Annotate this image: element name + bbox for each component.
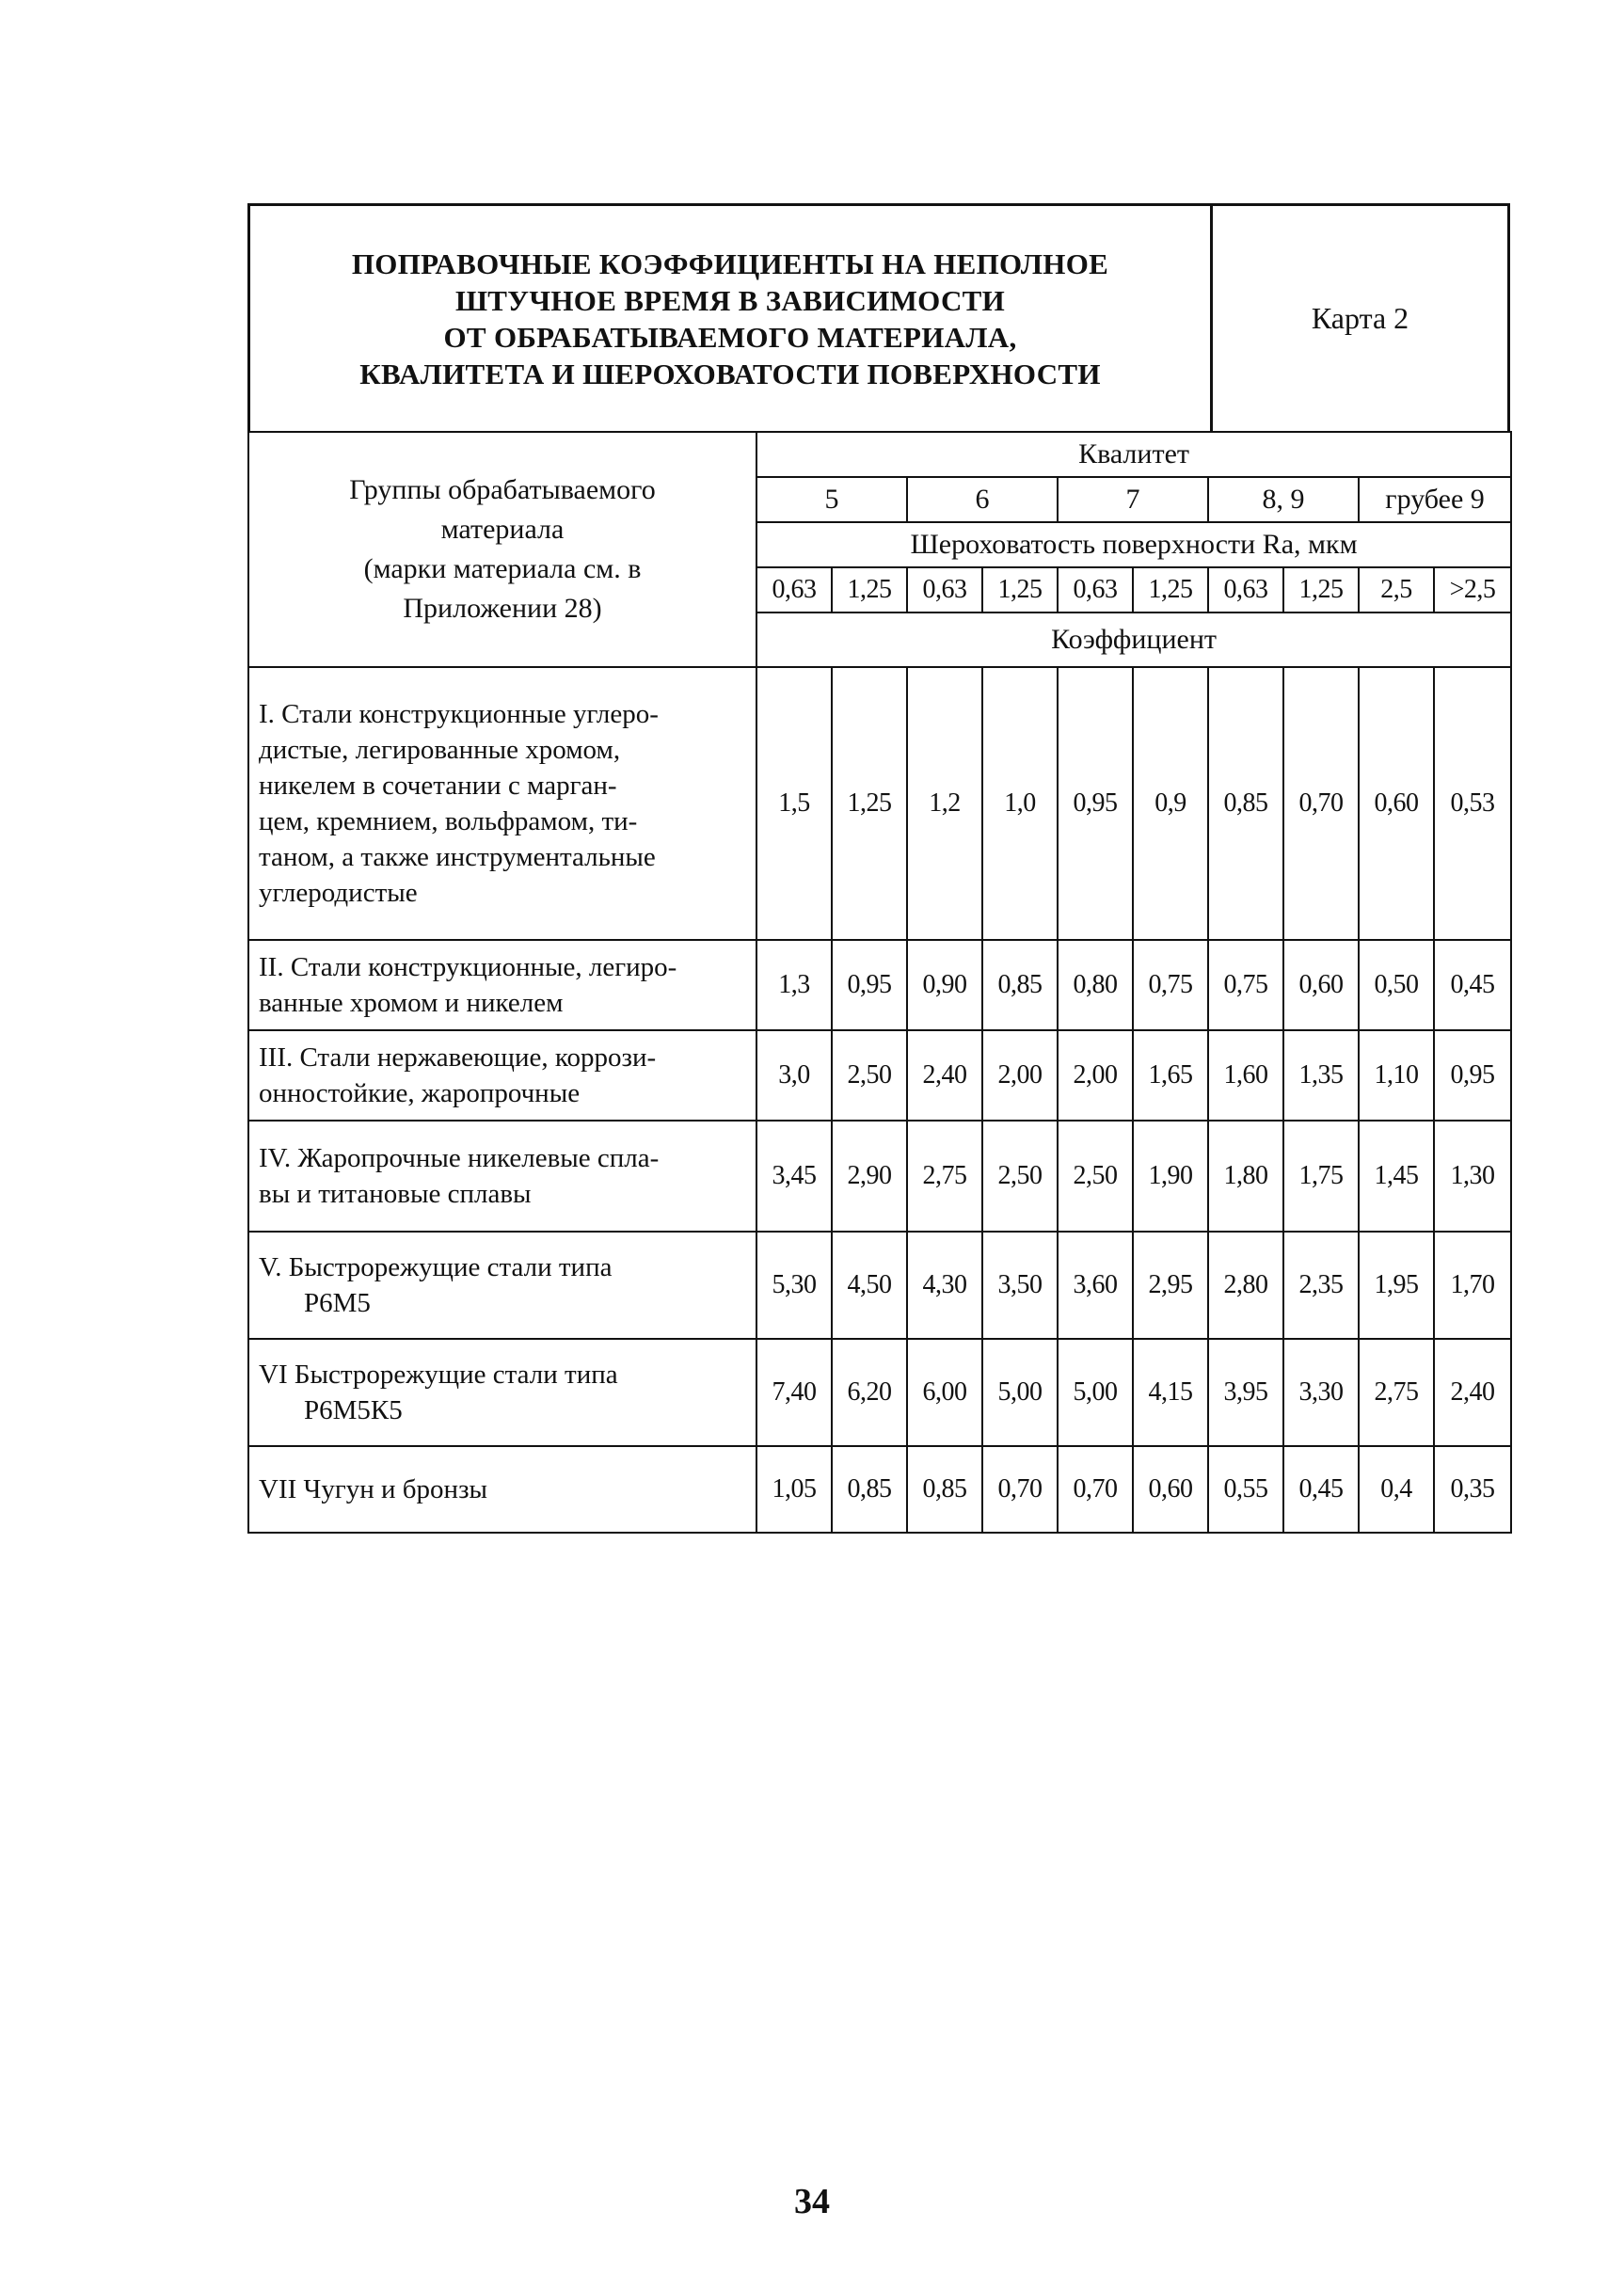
group-line: цем, кремнием, вольфрамом, ти- [259,806,638,836]
coefficient-cell: 0,85 [982,940,1058,1030]
kvalitet-value: 6 [907,477,1058,522]
kvalitet-label: Квалитет [756,432,1511,477]
coefficient-cell: 4,15 [1133,1339,1208,1446]
coefficient-cell: 1,65 [1133,1030,1208,1121]
coefficient-cell: 2,95 [1133,1232,1208,1339]
coefficient-cell: 6,00 [907,1339,982,1446]
coefficient-cell: 0,85 [832,1446,907,1533]
coefficient-cell: 0,60 [1359,667,1434,940]
group-line: I. Стали конструкционные углеро- [259,699,659,729]
group-line: ванные хромом и никелем [259,988,564,1018]
kvalitet-value: 8, 9 [1208,477,1359,522]
coefficient-cell: 1,05 [756,1446,832,1533]
coefficient-cell: 4,50 [832,1232,907,1339]
page-number: 34 [794,2182,830,2221]
coefficient-cell: 0,85 [907,1446,982,1533]
group-line: Р6М5К5 [304,1395,403,1425]
coefficient-cell: 2,80 [1208,1232,1283,1339]
title-line: ШТУЧНОЕ ВРЕМЯ В ЗАВИСИМОСТИ [454,283,1006,317]
coefficient-cell: 2,35 [1283,1232,1359,1339]
coefficient-cell: 0,60 [1283,940,1359,1030]
coefficient-cell: 1,25 [832,667,907,940]
group-header-line: (марки материала см. в [363,553,642,584]
coefficient-cell: 0,95 [1058,667,1133,940]
group-header-line: Группы обрабатываемого [349,474,656,505]
kvalitet-value: 7 [1058,477,1208,522]
roughness-value: 0,63 [1058,567,1133,612]
coefficient-cell: 2,75 [1359,1339,1434,1446]
coefficient-cell: 3,50 [982,1232,1058,1339]
coefficient-cell: 0,50 [1359,940,1434,1030]
coefficient-cell: 0,70 [1058,1446,1133,1533]
coefficient-cell: 2,40 [1434,1339,1511,1446]
coefficient-cell: 7,40 [756,1339,832,1446]
title-line: ПОПРАВОЧНЫЕ КОЭФФИЦИЕНТЫ НА НЕПОЛНОЕ [351,247,1109,280]
coefficient-cell: 3,0 [756,1030,832,1121]
group-line: углеродистые [259,878,418,908]
roughness-value: 0,63 [907,567,982,612]
roughness-label: Шероховатость поверхности Ra, мкм [756,522,1511,567]
card-header [247,203,1510,431]
group-line: дистые, легированные хромом, [259,735,621,765]
coefficient-cell: 0,95 [832,940,907,1030]
coefficient-cell: 0,35 [1434,1446,1511,1533]
coefficient-cell: 2,90 [832,1121,907,1232]
coefficient-cell: 2,40 [907,1030,982,1121]
coefficient-cell: 0,75 [1133,940,1208,1030]
coefficient-cell: 3,60 [1058,1232,1133,1339]
roughness-value: 0,63 [756,567,832,612]
table-row [248,667,1511,940]
group-line: VI Быстрорежущие стали типа [259,1360,618,1390]
group-line: IV. Жаропрочные никелевые спла- [259,1143,660,1173]
roughness-value: >2,5 [1434,567,1511,612]
material-group [248,667,756,940]
table-row [248,1121,1511,1232]
group-line: онностойкие, жаропрочные [259,1078,581,1108]
document-title [250,206,1213,431]
coefficient-cell: 2,50 [982,1121,1058,1232]
material-group [248,1030,756,1121]
group-line: вы и титановые сплавы [259,1179,532,1209]
group-line: V. Быстрорежущие стали типа [259,1252,613,1282]
coefficient-label: Коэффициент [756,612,1511,667]
coefficient-cell: 5,00 [982,1339,1058,1446]
coefficient-cell: 2,00 [1058,1030,1133,1121]
coefficient-cell: 1,5 [756,667,832,940]
coefficient-cell: 5,00 [1058,1339,1133,1446]
roughness-value: 1,25 [982,567,1058,612]
coefficient-cell: 3,45 [756,1121,832,1232]
roughness-value: 1,25 [832,567,907,612]
coefficient-cell: 0,85 [1208,667,1283,940]
coefficient-table [247,431,1512,1534]
coefficient-cell: 1,3 [756,940,832,1030]
coefficient-cell: 2,50 [1058,1121,1133,1232]
coefficient-cell: 1,35 [1283,1030,1359,1121]
table-row [248,1339,1511,1446]
coefficient-cell: 0,70 [1283,667,1359,940]
coefficient-cell: 1,60 [1208,1030,1283,1121]
roughness-value: 1,25 [1133,567,1208,612]
coefficient-cell: 0,60 [1133,1446,1208,1533]
coefficient-cell: 0,53 [1434,667,1511,940]
coefficient-cell: 1,95 [1359,1232,1434,1339]
coefficient-cell: 1,80 [1208,1121,1283,1232]
group-header-line: Приложении 28) [403,593,602,624]
kvalitet-value: 5 [756,477,907,522]
coefficient-cell: 0,55 [1208,1446,1283,1533]
group-line: таном, а также инструментальные [259,842,656,872]
group-line: Р6М5 [304,1288,371,1318]
material-group [248,1121,756,1232]
coefficient-cell: 3,95 [1208,1339,1283,1446]
coefficient-cell: 0,45 [1283,1446,1359,1533]
table-row [248,940,1511,1030]
roughness-value: 2,5 [1359,567,1434,612]
coefficient-cell: 0,95 [1434,1030,1511,1121]
coefficient-cell: 4,30 [907,1232,982,1339]
material-group [248,1339,756,1446]
coefficient-cell: 1,0 [982,667,1058,940]
coefficient-cell: 1,30 [1434,1121,1511,1232]
material-group [248,1232,756,1339]
coefficient-cell: 1,75 [1283,1121,1359,1232]
table-row [248,1232,1511,1339]
roughness-value: 1,25 [1283,567,1359,612]
material-group [248,1446,756,1533]
coefficient-cell: 1,90 [1133,1121,1208,1232]
card-number: Карта 2 [1311,301,1409,335]
coefficient-cell: 0,75 [1208,940,1283,1030]
material-group [248,940,756,1030]
roughness-value: 0,63 [1208,567,1283,612]
coefficient-cell: 1,70 [1434,1232,1511,1339]
coefficient-cell: 0,45 [1434,940,1511,1030]
group-line: VII Чугун и бронзы [259,1474,488,1504]
coefficient-cell: 0,9 [1133,667,1208,940]
coefficient-cell: 2,75 [907,1121,982,1232]
coefficient-cell: 3,30 [1283,1339,1359,1446]
table-row [248,1030,1511,1121]
coefficient-cell: 5,30 [756,1232,832,1339]
table-row [248,1446,1511,1533]
coefficient-cell: 0,70 [982,1446,1058,1533]
group-column-header [248,432,756,667]
group-line: II. Стали конструкционные, легиро- [259,952,677,982]
kvalitet-value: грубее 9 [1359,477,1511,522]
group-line: никелем в сочетании с марган- [259,771,617,801]
coefficient-cell: 0,80 [1058,940,1133,1030]
title-line: КВАЛИТЕТА И ШЕРОХОВАТОСТИ ПОВЕРХНОСТИ [359,357,1101,390]
group-header-line: материала [440,514,565,545]
coefficient-cell: 2,00 [982,1030,1058,1121]
coefficient-cell: 6,20 [832,1339,907,1446]
coefficient-cell: 1,45 [1359,1121,1434,1232]
group-line: III. Стали нержавеющие, коррози- [259,1042,657,1073]
coefficient-cell: 2,50 [832,1030,907,1121]
coefficient-cell: 1,2 [907,667,982,940]
coefficient-cell: 1,10 [1359,1030,1434,1121]
coefficient-cell: 0,4 [1359,1446,1434,1533]
title-line: ОТ ОБРАБАТЫВАЕМОГО МАТЕРИАЛА, [443,320,1017,354]
coefficient-cell: 0,90 [907,940,982,1030]
